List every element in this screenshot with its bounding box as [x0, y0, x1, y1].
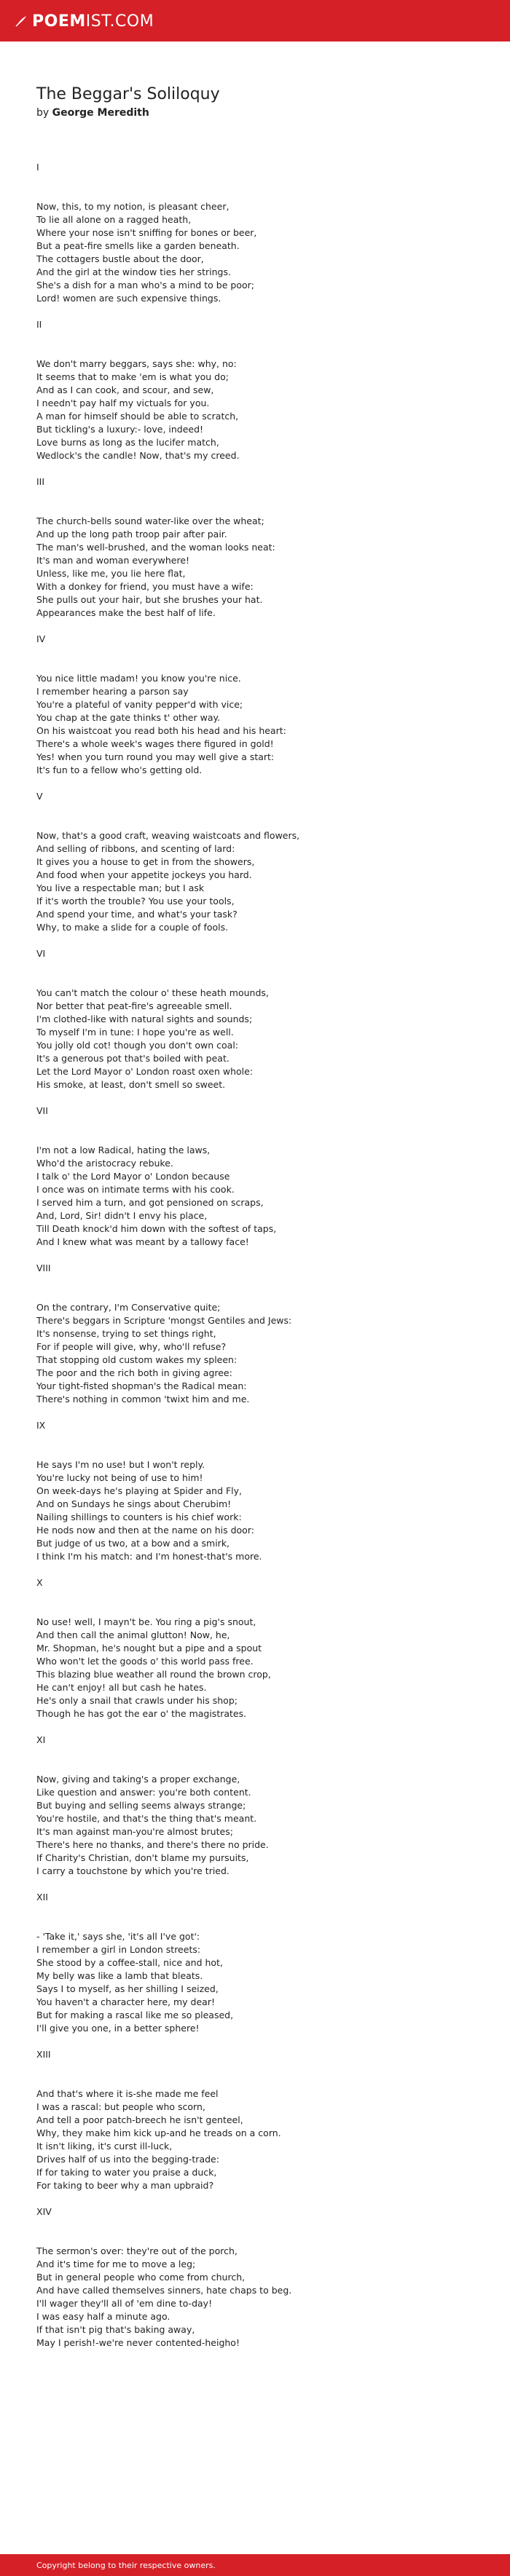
poem-line: This blazing blue weather all round the brown crop,	[36, 1669, 271, 1680]
poem-line: And tell a poor patch-breech he isn't genteel,	[36, 2114, 243, 2125]
poem-line: Who won't let the goods o' this world pass free.	[36, 1656, 254, 1667]
poem-line: The sermon's over: they're out of the porch,	[36, 2245, 238, 2256]
poem-line: Now, that's a good craft, weaving waistcoats and flowers,	[36, 830, 300, 841]
poem-line: My belly was like a lamb that bleats.	[36, 1970, 203, 1981]
poem-line: He's only a snail that crawls under his shop;	[36, 1695, 238, 1706]
poem-line: She pulls out your hair, but she brushes your hat.	[36, 594, 263, 605]
poem-line: And as I can cook, and scour, and sew,	[36, 384, 214, 395]
poem-line: But buying and selling seems always strange;	[36, 1800, 246, 1811]
poem-line: But tickling's a luxury:- love, indeed!	[36, 424, 204, 435]
poem-line: There's beggars in Scripture 'mongst Gentiles and Jews:	[36, 1315, 292, 1326]
poem-line: It's a generous pot that's boiled with peat.	[36, 1053, 230, 1064]
poem-line: It seems that to make 'em is what you do;	[36, 371, 229, 382]
stanza	[36, 161, 488, 318]
poem-line: Why, they make him kick up-and he treads on a corn.	[36, 2127, 281, 2138]
poem-line: It isn't liking, it's curst ill-luck,	[36, 2141, 173, 2152]
stanza-spacer	[36, 620, 488, 633]
poem-line: Nor better that peat-fire's agreeable smell.	[36, 1000, 232, 1011]
stanza-spacer	[36, 305, 488, 318]
poem-line: If it's worth the trouble? You use your tools,	[36, 896, 235, 906]
poem-line: Like question and answer: you're both content.	[36, 1787, 251, 1798]
poem-line: He nods now and then at the name on his door:	[36, 1525, 254, 1536]
poem-line: Though he has got the ear o' the magistrates.	[36, 1708, 247, 1719]
poem-line: You're lucky not being of use to him!	[36, 1472, 203, 1483]
poem-line: I'll give you one, in a better sphere!	[36, 2023, 200, 2034]
poem-line: You're a plateful of vanity pepper'd with vice;	[36, 699, 243, 710]
poem-line: On the contrary, I'm Conservative quite;	[36, 1302, 221, 1313]
poem-line: Mr. Shopman, he's nought but a pipe and a spout	[36, 1643, 262, 1654]
stanza-spacer	[36, 462, 488, 475]
poem-line: I'm clothed-like with natural sights and sounds;	[36, 1014, 253, 1024]
poem-line: I carry a touchstone by which you're tried.	[36, 1865, 230, 1876]
poem-line: - 'Take it,' says she, 'it's all I've got':	[36, 1931, 200, 1942]
poem-line: You're hostile, and that's the thing that's meant.	[36, 1813, 257, 1824]
stanza-number: XI	[36, 1734, 46, 1745]
stanza-number: X	[36, 1577, 43, 1588]
poem-line: His smoke, at least, don't smell so sweet.	[36, 1079, 226, 1090]
poem-line: Who'd the aristocracy rebuke.	[36, 1158, 173, 1169]
poem-line: May I perish!-we're never contented-heigho!	[36, 2337, 240, 2348]
poem-line: The cottagers bustle about the door,	[36, 253, 204, 264]
stanza	[36, 790, 488, 947]
poem-line: Says I to myself, as her shilling I seized,	[36, 1983, 219, 1994]
stanza	[36, 1262, 488, 1419]
stanza-spacer	[36, 777, 488, 790]
poem-line: And that's where it is-she made me feel	[36, 2088, 219, 2099]
stanza	[36, 633, 488, 790]
poem-line: Now, this, to my notion, is pleasant cheer,	[36, 201, 230, 212]
logo-text-light: IST.COM	[85, 12, 154, 31]
poem-line: Yes! when you turn round you may well give a start:	[36, 751, 275, 762]
poem-line: I think I'm his match: and I'm honest-that's more.	[36, 1551, 262, 1562]
poem-line: Love burns as long as the lucifer match,	[36, 437, 219, 448]
poem-line: No use! well, I mayn't be. You ring a pig's snout,	[36, 1616, 256, 1627]
stanza-spacer	[36, 1091, 488, 1105]
stanza	[36, 1419, 488, 1576]
poem-line: You haven't a character here, my dear!	[36, 1996, 215, 2007]
poem-line: He can't enjoy! all but cash he hates.	[36, 1682, 207, 1693]
poem-line: I talk o' the Lord Mayor o' London because	[36, 1171, 230, 1182]
stanza	[36, 475, 488, 633]
poem-line: And up the long path troop pair after pair.	[36, 529, 227, 540]
poem-line: I was easy half a minute ago.	[36, 2311, 170, 2322]
site-footer	[0, 2554, 510, 2576]
site-header	[0, 0, 510, 42]
poem-body	[36, 161, 488, 2350]
stanza-number: I	[36, 162, 39, 173]
poem-line: I'm not a low Radical, hating the laws,	[36, 1145, 211, 1155]
logo-text-bold: POEM	[32, 12, 86, 31]
poem-line: You jolly old cot! though you don't own coal:	[36, 1040, 239, 1051]
stanza-spacer	[36, 1249, 488, 1262]
author-link[interactable]: George Meredith	[52, 107, 149, 119]
poem-line: I served him a turn, and got pensioned on scraps,	[36, 1197, 264, 1208]
stanza-number: IV	[36, 633, 46, 644]
poem-line: And on Sundays he sings about Cherubim!	[36, 1498, 232, 1509]
poem-line: Why, to make a slide for a couple of fools.	[36, 922, 229, 933]
poem-line: And spend your time, and what's your task?	[36, 909, 238, 920]
site-logo[interactable]	[15, 12, 154, 31]
poem-line: And it's time for me to move a leg;	[36, 2259, 196, 2269]
stanza-spacer	[36, 1563, 488, 1576]
by-label: by	[36, 107, 50, 119]
poem-line: For taking to beer why a man upbraid?	[36, 2180, 214, 2191]
poem-line: Wedlock's the candle! Now, that's my creed.	[36, 450, 240, 461]
poem-line: It's nonsense, trying to set things right,	[36, 1328, 216, 1339]
poem-line: It's man against man-you're almost brutes;	[36, 1826, 233, 1837]
poem-line: And selling of ribbons, and scenting of lard:	[36, 843, 235, 854]
poem-line: Drives half of us into the begging-trade:	[36, 2154, 219, 2165]
poem-line: You live a respectable man; but I ask	[36, 882, 205, 893]
stanza-spacer	[36, 1406, 488, 1419]
poem-line: I'll wager they'll all of 'em dine to-day!	[36, 2298, 213, 2309]
stanza-number: III	[36, 476, 45, 487]
stanza-spacer	[36, 2035, 488, 2048]
poem-line: There's nothing in common 'twixt him and me.	[36, 1394, 250, 1404]
poem-line: I needn't pay half my victuals for you.	[36, 398, 210, 408]
poem-line: I once was on intimate terms with his cook.	[36, 1184, 235, 1195]
poem-line: You chap at the gate thinks t' other way.	[36, 712, 221, 723]
poem-line: I was a rascal: but people who scorn,	[36, 2101, 205, 2112]
poem-line: That stopping old custom wakes my spleen:	[36, 1354, 238, 1365]
poem-line: But for making a rascal like me so pleased,	[36, 2010, 234, 2020]
poem-line: You nice little madam! you know you're nice.	[36, 673, 241, 684]
poem-line: Let the Lord Mayor o' London roast oxen whole:	[36, 1066, 254, 1077]
poem-line: Unless, like me, you lie here flat,	[36, 568, 186, 579]
stanza	[36, 318, 488, 475]
stanza	[36, 947, 488, 1105]
poem-line: But judge of us two, at a bow and a smirk,	[36, 1538, 230, 1549]
poem-line: The church-bells sound water-like over the wheat;	[36, 515, 264, 526]
stanza-spacer	[36, 934, 488, 947]
poem-line: She's a dish for a man who's a mind to be poor;	[36, 280, 254, 291]
poem-line: She stood by a coffee-stall, nice and hot,	[36, 1957, 223, 1968]
stanza	[36, 2048, 488, 2205]
poem-line: For if people will give, why, who'll refuse?	[36, 1341, 227, 1352]
stanza	[36, 1576, 488, 1734]
poem-line: If for taking to water you praise a duck,	[36, 2167, 217, 2178]
stanza	[36, 1105, 488, 1262]
poem-line: Your tight-fisted shopman's the Radical mean:	[36, 1380, 247, 1391]
poem-line: It gives you a house to get in from the showers,	[36, 856, 255, 867]
poem-line: But a peat-fire smells like a garden beneath.	[36, 240, 240, 251]
stanza-number: XIII	[36, 2049, 51, 2060]
poem-line: And have called themselves sinners, hate chaps to beg.	[36, 2285, 292, 2296]
poem-line: There's here no thanks, and there's there no pride.	[36, 1839, 269, 1850]
poem-line: And the girl at the window ties her strings.	[36, 266, 231, 277]
poem-line: If that isn't pig that's baking away,	[36, 2324, 195, 2335]
stanza-number: VIII	[36, 1263, 51, 1273]
poem-line: On his waistcoat you read both his head and his heart:	[36, 725, 286, 736]
stanza	[36, 2205, 488, 2350]
poem-line: A man for himself should be able to scratch,	[36, 411, 239, 422]
poem-line: And, Lord, Sir! didn't I envy his place,	[36, 1210, 208, 1221]
poem-line: You can't match the colour o' these heath mounds,	[36, 987, 269, 998]
poem-line: He says I'm no use! but I won't reply.	[36, 1459, 205, 1470]
poem-line: Nailing shillings to counters is his chief work:	[36, 1512, 242, 1522]
poem-line: To lie all alone on a ragged heath,	[36, 214, 192, 225]
poem-line: We don't marry beggars, says she: why, no:	[36, 358, 237, 369]
byline	[36, 106, 220, 119]
stanza-number: XII	[36, 1892, 48, 1903]
poem-line: I remember hearing a parson say	[36, 686, 189, 697]
stanza-number: V	[36, 791, 43, 802]
poem-line: To myself I'm in tune: I hope you're as well.	[36, 1027, 234, 1038]
stanza-spacer	[36, 2192, 488, 2205]
stanza-number: VII	[36, 1105, 48, 1116]
stanza-number: VI	[36, 948, 46, 959]
poem-line: On week-days he's playing at Spider and Fly,	[36, 1485, 243, 1496]
poem-line: And food when your appetite jockeys you hard.	[36, 869, 252, 880]
copyright-text: Copyright belong to their respective owners.	[36, 2561, 216, 2570]
poem-line: There's a whole week's wages there figured in gold!	[36, 738, 274, 749]
stanza-number: XIV	[36, 2206, 52, 2217]
stanza-spacer	[36, 1878, 488, 1891]
poem-line: The poor and the rich both in giving agree:	[36, 1367, 232, 1378]
poem-line: It's man and woman everywhere!	[36, 555, 190, 566]
poem-line: If Charity's Christian, don't blame my pursuits,	[36, 1852, 249, 1863]
poem-line: And then call the animal glutton! Now, he,	[36, 1629, 230, 1640]
poem-line: It's fun to a fellow who's getting old.	[36, 764, 203, 775]
poem-line: Now, giving and taking's a proper exchange,	[36, 1774, 240, 1785]
stanza-spacer	[36, 1720, 488, 1734]
quill-logo-icon	[15, 15, 28, 28]
poem-line: The man's well-brushed, and the woman looks neat:	[36, 542, 275, 553]
poem-line: But in general people who come from church,	[36, 2272, 246, 2283]
poem-line: Where your nose isn't sniffing for bones or beer,	[36, 227, 257, 238]
poem-heading	[36, 84, 220, 119]
stanza-number: IX	[36, 1420, 46, 1431]
poem-line: Till Death knock'd him down with the softest of taps,	[36, 1223, 277, 1234]
poem-line: Lord! women are such expensive things.	[36, 293, 221, 304]
stanza-number: II	[36, 319, 42, 330]
poem-line: I remember a girl in London streets:	[36, 1944, 201, 1955]
stanza	[36, 1891, 488, 2048]
poem-line: With a donkey for friend, you must have a wife:	[36, 581, 254, 592]
poem-line: Appearances make the best half of life.	[36, 607, 216, 618]
stanza	[36, 1734, 488, 1891]
poem-title: The Beggar's Soliloquy	[36, 85, 220, 103]
poem-line: And I knew what was meant by a tallowy face!	[36, 1236, 249, 1247]
